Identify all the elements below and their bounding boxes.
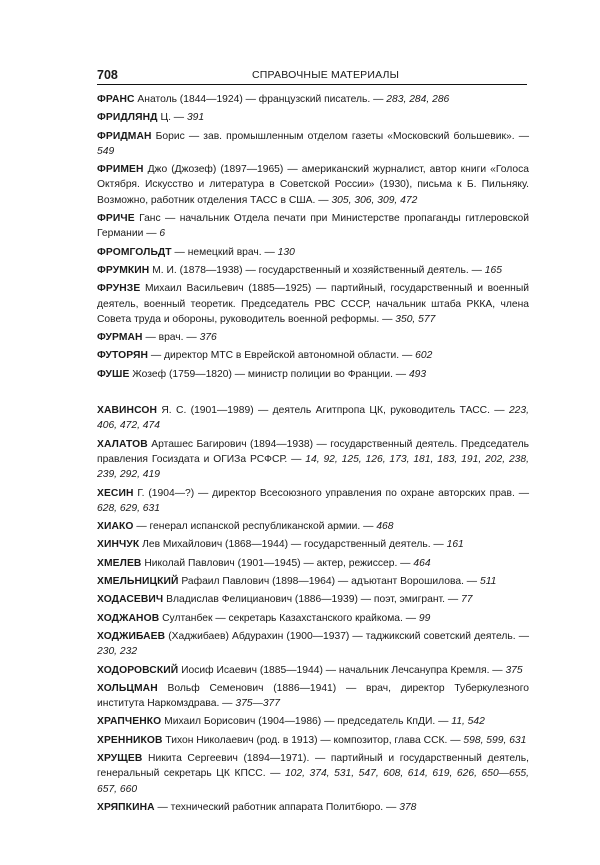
entry-description: Вольф Семенович (1886—1941) — врач, директор Туберкулезного института Наркомздрава. — (97, 682, 529, 710)
index-section (97, 403, 529, 815)
index-entry (97, 486, 529, 517)
entry-description: — немецкий врач. — (171, 246, 278, 258)
index-entry (97, 92, 529, 107)
index-entry (97, 348, 529, 363)
entry-description: Тихон Николаевич (род. в 1913) — композитор, глава ССК. — (162, 734, 464, 746)
index-entry (97, 263, 529, 278)
entry-name: ХРУЩЕВ (97, 752, 143, 764)
entry-name: ФРОМГОЛЬДТ (97, 246, 172, 258)
entry-page-refs: 493 (408, 368, 427, 380)
index-entries (97, 92, 529, 818)
entry-description: Джо (Джозеф) (1897—1965) — американский журналист, автор книги «Голоса Октября. Искусство и литература в Советской России» (1930), письма к Б. Пильняку. Возможно, работник отделения ТАСС в США. — (97, 164, 529, 206)
index-entry (97, 245, 529, 260)
index-entry (97, 110, 529, 125)
entry-name: ХМЕЛЬНИЦКИЙ (97, 576, 179, 588)
entry-description: Я. С. (1901—1989) — деятель Агитпропа ЦК, руководитель ТАСС. — (157, 405, 509, 417)
entry-page-refs: 376 (199, 332, 217, 344)
entry-description: Анатоль (1844—1924) — французский писатель. — (134, 94, 387, 105)
index-entry (97, 519, 529, 534)
section-divider (97, 385, 529, 403)
entry-page-refs: 375 (505, 664, 523, 676)
page-header (97, 68, 527, 85)
index-entry (97, 592, 529, 607)
entry-description: Михаил Васильевич (1885—1925) — партийный, государственный и военный деятель, военный теоретик. Председатель РВС СССР, начальник штаба РККА, члена Совета труда и обороны, руководитель военной реформы. — (97, 283, 529, 325)
index-entry (97, 367, 529, 382)
index-entry (97, 211, 529, 242)
index-entry (97, 629, 529, 660)
entry-name: ХИНЧУК (97, 539, 140, 551)
entry-name: ХОДОРОВСКИЙ (97, 664, 179, 676)
entry-page-refs: 598, 599, 631 (463, 734, 527, 746)
index-entry (97, 556, 529, 571)
entry-page-refs: 549 (97, 145, 115, 157)
index-section (97, 92, 529, 382)
entry-name: ХАЛАТОВ (97, 438, 148, 450)
entry-name: ХРЕННИКОВ (97, 734, 163, 746)
index-entry (97, 800, 529, 815)
index-entry (97, 611, 529, 626)
index-entry (97, 129, 529, 160)
entry-page-refs: 14, 92, 125, 126, 173, 181, 183, 191, 202, 238, 239, 292, 419 (97, 453, 529, 481)
entry-page-refs: 350, 577 (395, 313, 436, 325)
entry-description: — директор МТС в Еврейской автономной области. — (148, 350, 416, 362)
entry-description: М. И. (1878—1938) — государственный и хозяйственный деятель. — (149, 264, 485, 276)
entry-page-refs: 305, 306, 309, 472 (331, 194, 418, 206)
index-entry (97, 330, 529, 345)
index-entry (97, 751, 529, 797)
entry-name: ХРЯПКИНА (97, 801, 155, 813)
index-entry (97, 663, 529, 678)
index-entry (97, 537, 529, 552)
entry-page-refs: 102, 374, 531, 547, 608, 614, 619, 626, 650—655, 657, 660 (97, 768, 530, 795)
index-entry (97, 437, 529, 483)
entry-name: ФУТОРЯН (97, 350, 148, 362)
entry-name: ФРИЧЕ (97, 213, 135, 225)
entry-name: ФРАНС (97, 94, 135, 105)
entry-page-refs: 464 (413, 557, 431, 569)
entry-name: ХОЛЬЦМАН (97, 682, 158, 694)
index-entry (97, 281, 529, 327)
entry-description: Г. (1904—?) — директор Всесоюзного управления по охране авторских прав. — (133, 487, 529, 499)
index-entry (97, 681, 529, 712)
index-entry (97, 733, 529, 748)
entry-name: ХОДЖАНОВ (97, 612, 160, 624)
entry-name: ХРАПЧЕНКО (97, 716, 162, 728)
entry-page-refs: 283, 284, 286 (386, 94, 450, 105)
entry-name: ФРИМЕН (97, 164, 144, 176)
entry-description: Михаил Борисович (1904—1986) — председатель КпДИ. — (161, 716, 452, 728)
entry-name: ФУШЕ (97, 368, 130, 380)
entry-name: ХАВИНСОН (97, 405, 158, 417)
entry-name: ФРУМКИН (97, 264, 150, 276)
entry-page-refs: 378 (399, 801, 417, 813)
entry-name: ФРУНЗЕ (97, 283, 141, 295)
entry-description: Ц. — (157, 112, 187, 124)
entry-page-refs: 628, 629, 631 (97, 502, 160, 514)
entry-description: Султанбек — секретарь Казахстанского крайкома. — (159, 612, 419, 624)
entry-page-refs: 11, 542 (451, 716, 485, 728)
entry-description: Борис — зав. промышленным отделом газеты «Московский большевик». — (151, 130, 529, 142)
entry-name: ХИАКО (97, 521, 134, 533)
entry-page-refs: 6 (159, 228, 166, 240)
entry-page-refs: 165 (484, 264, 502, 276)
entry-description: Николай Павлович (1901—1945) — актер, режиссер. — (141, 557, 414, 569)
entry-description: Ганс — начальник Отдела печати при Министерстве пропаганды гитлеровской Германии — (97, 213, 529, 240)
entry-page-refs: 230, 232 (97, 646, 138, 658)
entry-description: Арташес Багирович (1894—1938) — государственный деятель. Председатель правления Госиздата и ОГИЗа РСФСР. — (97, 438, 529, 465)
index-entry (97, 574, 529, 589)
entry-name: ХЕСИН (97, 487, 134, 499)
entry-description: — технический работник аппарата Политбюро. — (154, 801, 400, 813)
entry-page-refs: 511 (479, 576, 497, 588)
entry-description: (Хаджибаев) Абдурахин (1900—1937) — таджикский советский деятель. — (165, 630, 529, 642)
entry-description: — генерал испанской республиканской армии. — (133, 521, 377, 533)
entry-description: Иосиф Исаевич (1885—1944) — начальник Лечсанупра Кремля. — (178, 664, 506, 676)
entry-name: ФРИДЛЯНД (97, 112, 158, 124)
entry-page-refs: 468 (376, 521, 394, 533)
running-title: СПРАВОЧНЫЕ МАТЕРИАЛЫ (252, 69, 400, 81)
entry-name: ХОДАСЕВИЧ (97, 594, 164, 606)
page-number: 708 (97, 68, 118, 82)
index-entry (97, 403, 529, 434)
entry-name: ФУРМАН (97, 332, 143, 344)
entry-description: — врач. — (142, 332, 200, 344)
index-entry (97, 714, 529, 729)
entry-page-refs: 223, 406, 472, 474 (97, 405, 529, 432)
entry-page-refs: 391 (186, 112, 205, 124)
entry-description: Никита Сергеевич (1894—1971). — партийный и государственный деятель, генеральный секретарь ЦК КПСС. — (97, 752, 529, 780)
entry-page-refs: 77 (460, 594, 473, 606)
entry-name: ХОДЖИБАЕВ (97, 630, 166, 642)
entry-page-refs: 602 (415, 350, 433, 362)
entry-description: Жозеф (1759—1820) — министр полиции во Франции. — (129, 368, 409, 380)
index-entry (97, 162, 529, 208)
entry-page-refs: 130 (277, 246, 295, 258)
entry-page-refs: 375—377 (235, 698, 281, 710)
entry-page-refs: 161 (446, 539, 464, 551)
entry-description: Рафаил Павлович (1898—1964) — адъютант Ворошилова. — (178, 576, 480, 588)
entry-name: ФРИДМАН (97, 130, 152, 142)
entry-name: ХМЕЛЕВ (97, 557, 142, 569)
entry-description: Лев Михайлович (1868—1944) — государственный деятель. — (139, 539, 447, 551)
entry-description: Владислав Фелицианович (1886—1939) — поэт, эмигрант. — (163, 594, 461, 606)
entry-page-refs: 99 (418, 612, 431, 624)
